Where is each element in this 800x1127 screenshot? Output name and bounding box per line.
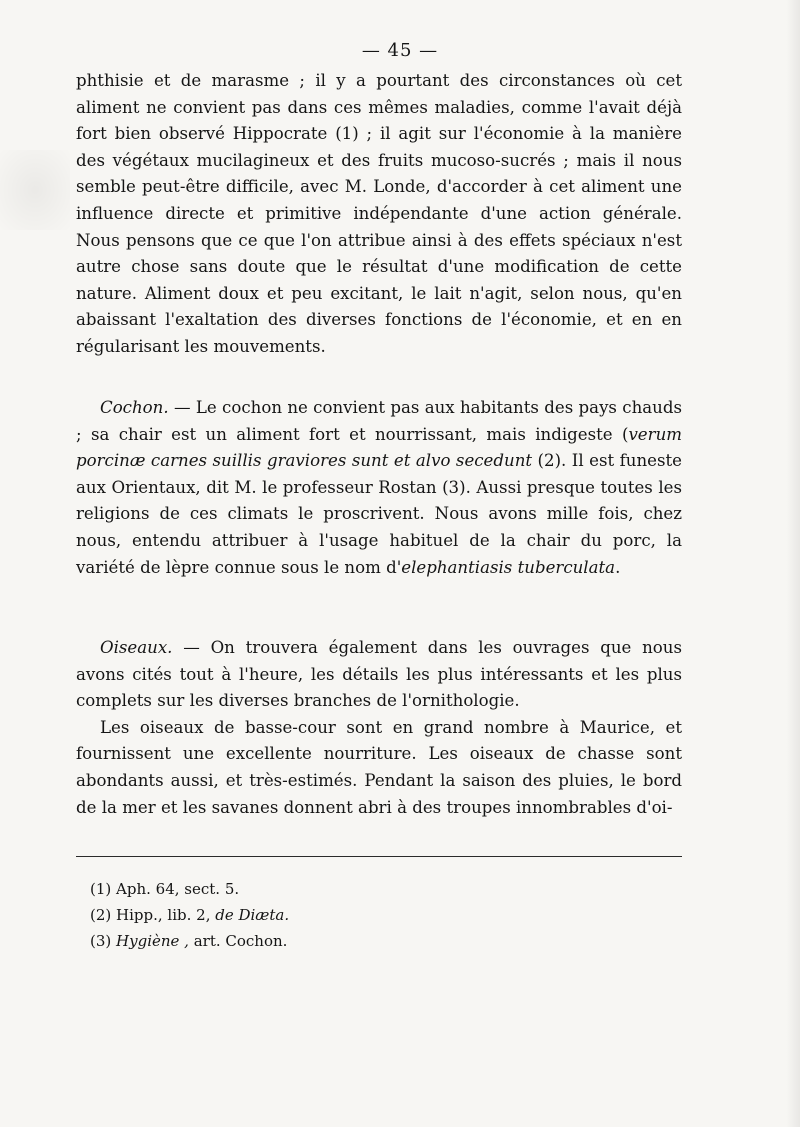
paragraph-text: phthisie et de marasme ; il y a pourtant des circonstances où cet aliment ne convient pas dans ces mêmes maladies, comme l'avait déjà fort bien observé Hippocrate (1) ; il agit sur l'économie à la manière des végétaux mucilagineux et des fruits mucoso-sucrés ; mais il nous semble peut-être difficile, avec M. Londe, d'accorder à cet aliment une influence directe et primitive indépendante d'une action générale. Nous pensons que ce que l'on attribue ainsi à des effets spéciaux n'est autre chose sans doute que le résultat d'une modification de cette nature. Aliment doux et peu excitant, le lait n'agit, selon nous, qu'en abaissant l'exaltation des diverses fonctions de l'économie, et en en régularisant les mouvements. bbox=[76, 71, 682, 356]
footnote-item bbox=[90, 928, 289, 954]
section-title-cochon: Cochon. bbox=[100, 398, 169, 417]
paragraph-text: — Le cochon ne convient pas aux habitants des pays chauds ; sa chair est un aliment fort et nourrissant, mais indigeste ( bbox=[76, 398, 682, 444]
section-title-oiseaux: Oiseaux. bbox=[100, 638, 173, 657]
footnote-italic: Hygiène , bbox=[116, 932, 189, 950]
disease-term: elephantiasis tuberculata bbox=[401, 557, 616, 577]
footnote-mark: (2) bbox=[90, 906, 112, 924]
footnote-italic: de Diæta. bbox=[215, 906, 290, 924]
paragraph-basse-cour: Les oiseaux de basse-cour sont en grand nombre à Maurice, et fournissent une excellente nourriture. Les oiseaux de chasse sont abondants aussi, et très-estimés. Pendant la saison des pluies, le bord de la mer et les savanes donnent abri à des troupes innombrables d'oi- bbox=[76, 717, 682, 817]
page-edge-shadow bbox=[786, 0, 800, 1127]
footnote-text: art. Cochon. bbox=[188, 932, 288, 950]
footnote-mark: (1) bbox=[90, 880, 112, 898]
footnote-divider bbox=[76, 856, 682, 857]
footnotes bbox=[90, 876, 289, 954]
paragraph-lait bbox=[76, 68, 682, 361]
page-number: — 45 — bbox=[361, 40, 439, 61]
footnote-text: Aph. 64, sect. 5. bbox=[116, 880, 240, 898]
paragraph-cochon: Cochon. — Le cochon ne convient pas aux habitants des pays chauds ; sa chair est un aliment fort et nourrissant, mais indigeste (verum porcinæ carnes suillis graviores sunt et alvo secedunt (2). Il est funeste aux Orientaux, dit M. le professeur Rostan (3). Aussi presque toutes les religions de ces climats le proscrivent. Nous avons mille fois, chez nous, entendu attribuer à l'usage habituel de la chair du porc, la variété de lèpre connue sous le nom d'elephantiasis tuberculata. bbox=[76, 398, 682, 577]
latin-quote: verum porcinæ carnes suillis graviores sunt et alvo secedunt bbox=[76, 424, 682, 471]
paragraph-oiseaux bbox=[76, 635, 682, 821]
paper-stain bbox=[0, 150, 70, 230]
footnote-mark: (3) bbox=[90, 932, 112, 950]
paragraph-text: (2). Il est funeste aux Orientaux, dit M. le professeur Rostan (3). Aussi presque toutes les religions de ces climats le proscrivent. Nous avons mille fois, chez nous, entendu attribuer à l'usage habituel de la chair du porc, la variété de lèpre connue sous le nom d' bbox=[76, 451, 682, 577]
footnote-item bbox=[90, 876, 289, 902]
footnote-text: Hipp., lib. 2, bbox=[116, 906, 216, 924]
footnote-item bbox=[90, 902, 289, 928]
paragraph-text: — On trouvera également dans les ouvrages que nous avons cités tout à l'heure, les détails les plus intéressants et les plus complets sur les diverses branches de l'ornithologie. bbox=[76, 638, 682, 711]
